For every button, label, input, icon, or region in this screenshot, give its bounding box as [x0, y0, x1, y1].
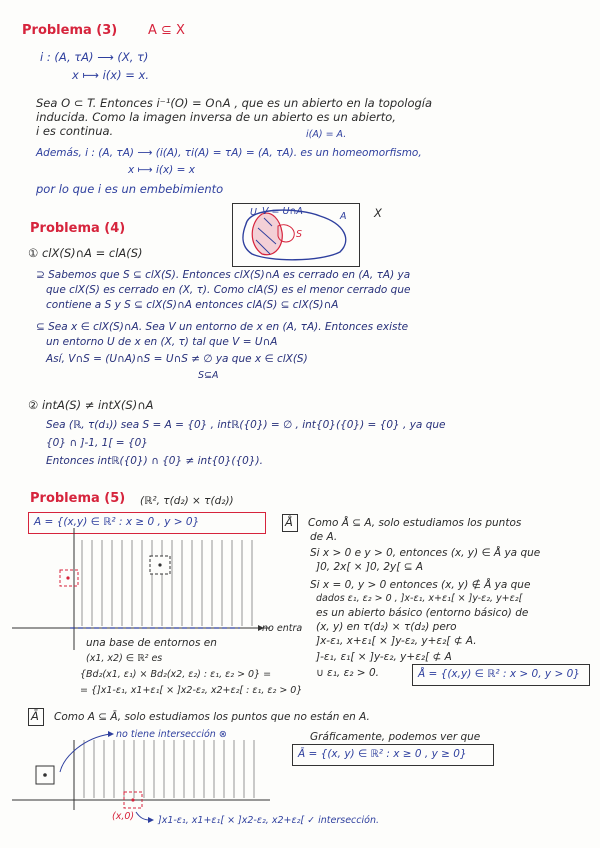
p3-note-above: i(A) = A.: [306, 129, 347, 140]
problem-4-title: Problema (4): [30, 221, 126, 236]
interior-line-3c: es un abierto básico (entorno básico) de: [316, 607, 529, 619]
interior-line-1b: de A.: [310, 531, 338, 543]
p3-line-2: inducida. Como la imagen inversa de un abierto es un abierto,: [36, 110, 396, 124]
base-line-3: {Bd₂(x1, ε₁) × Bd₂(x2, ε₂) : ε₁, ε₂ > 0} =: [80, 669, 272, 680]
claim-1-line-f: Así, V∩S = (U∩A)∩S = U∩S ≠ ∅ ya que x ∈ clX(S): [46, 353, 308, 365]
interior-result: Å = {(x,y) ∈ ℝ² : x > 0, y > 0}: [418, 668, 580, 680]
claim-2: ② intA(S) ≠ intX(S)∩A: [28, 398, 154, 412]
claim-1-line-a: ⊇ Sabemos que S ⊆ clX(S). Entonces clX(S)∩A es cerrado en (A, τA) ya: [36, 269, 411, 281]
closure-bottom-line: ]x1-ε₁, x1+ε₁[ × ]x2-ε₂, x2+ε₂[ ✓ intersección.: [158, 815, 379, 826]
point-label: (x,0): [112, 811, 135, 822]
closure-result: Ā = {(x, y) ∈ ℝ² : x ≥ 0 , y ≥ 0}: [298, 748, 467, 760]
interior-line-3b: dados ε₁, ε₂ > 0 , ]x-ε₁, x+ε₁[ × ]y-ε₂, y+ε₂[: [316, 593, 523, 604]
claim-1-line-d: ⊆ Sea x ∈ clX(S)∩A. Sea V un entorno de x en (A, τA). Entonces existe: [36, 321, 409, 333]
claim-2-line-a: Sea (ℝ, τ(d₁)) sea S = A = {0} , intℝ({0}) = ∅ , int{0}({0}) = {0} , ya que: [46, 419, 446, 431]
venn-label-a: A: [340, 211, 347, 222]
interior-line-3f: ]-ε₁, ε₁[ × ]y-ε₂, y+ε₂[ ⊄ A: [316, 651, 452, 663]
claim-1-line-g: S⊆A: [198, 370, 219, 381]
p3-line-6: por lo que i es un embebimiento: [36, 182, 224, 196]
p3-line-3: i es continua.: [36, 124, 114, 138]
map-definition: i : (A, τA) ⟶ (X, τ): [40, 50, 149, 64]
p3-line-1: Sea O ⊂ T. Entonces i⁻¹(O) = O∩A , que es un abierto en la topología: [36, 96, 433, 110]
p3-line-4: Además, i : (A, τA) ⟶ (i(A), τi(A) = τA) = (A, τA). es un homeomorfismo,: [36, 147, 422, 159]
base-line-1: una base de entornos en: [86, 637, 217, 649]
problem-3-title: Problema (3): [22, 23, 118, 38]
closure-line-1: Como A ⊆ Ā, solo estudiamos los puntos que no están en A.: [54, 711, 370, 723]
claim-2-line-c: Entonces intℝ({0}) ∩ {0} ≠ int{0}({0}).: [46, 455, 263, 467]
venn-label-x: X: [374, 206, 382, 220]
no-intersection-label: no tiene intersección ⊗: [116, 729, 227, 740]
venn-label-v: V = U∩A: [262, 206, 303, 217]
interior-symbol: Å: [285, 515, 293, 529]
claim-2-line-b: {0} ∩ ]-1, 1[ = {0}: [46, 437, 148, 449]
venn-label-s: S: [296, 229, 303, 240]
no-entra-label: no entra: [262, 623, 303, 634]
problem-5-space: (ℝ², τ(d₂) × τ(d₂)): [140, 495, 234, 507]
closure-symbol: Ā: [31, 709, 39, 723]
claim-1-line-c: contiene a S y S ⊆ clX(S)∩A entonces clA(S) ⊆ clX(S)∩A: [46, 299, 339, 311]
venn-label-u: U: [250, 207, 257, 218]
problem-3-set: A ⊆ X: [148, 23, 185, 38]
base-line-2: (x1, x2) ∈ ℝ² es: [86, 653, 163, 664]
set-a-definition: A = {(x,y) ∈ ℝ² : x ≥ 0 , y > 0}: [34, 516, 200, 528]
interior-line-3g: ∪ ε₁, ε₂ > 0.: [316, 667, 379, 679]
claim-1-line-b: que clX(S) es cerrado en (X, τ). Como clA(S) es el menor cerrado que: [46, 284, 411, 296]
interior-line-3d: (x, y) en τ(d₂) × τ(d₂) pero: [316, 621, 457, 633]
base-line-4: = {]x1-ε₁, x1+ε₁[ × ]x2-ε₂, x2+ε₂[ : ε₁, ε₂ > 0}: [80, 685, 303, 696]
interior-line-1: Como Å ⊆ A, solo estudiamos los puntos: [308, 517, 522, 529]
p3-line-5: x ⟼ i(x) = x: [128, 164, 195, 176]
graphic-line-1: Gráficamente, podemos ver que: [310, 731, 481, 743]
claim-1: ① clX(S)∩A = clA(S): [28, 246, 143, 260]
interior-line-3: Si x = 0, y > 0 entonces (x, y) ∉ Å ya que: [310, 579, 531, 591]
interior-line-2: Si x > 0 e y > 0, entonces (x, y) ∈ Å ya que: [310, 547, 541, 559]
claim-1-line-e: un entorno U de x en (X, τ) tal que V = U∩A: [46, 336, 278, 348]
problem-5-title: Problema (5): [30, 491, 126, 506]
interior-line-3e: ]x-ε₁, x+ε₁[ × ]y-ε₂, y+ε₂[ ⊄ A.: [316, 635, 477, 647]
map-rule: x ⟼ i(x) = x.: [72, 68, 149, 82]
interior-line-2b: ]0, 2x[ × ]0, 2y[ ⊆ A: [316, 561, 424, 573]
